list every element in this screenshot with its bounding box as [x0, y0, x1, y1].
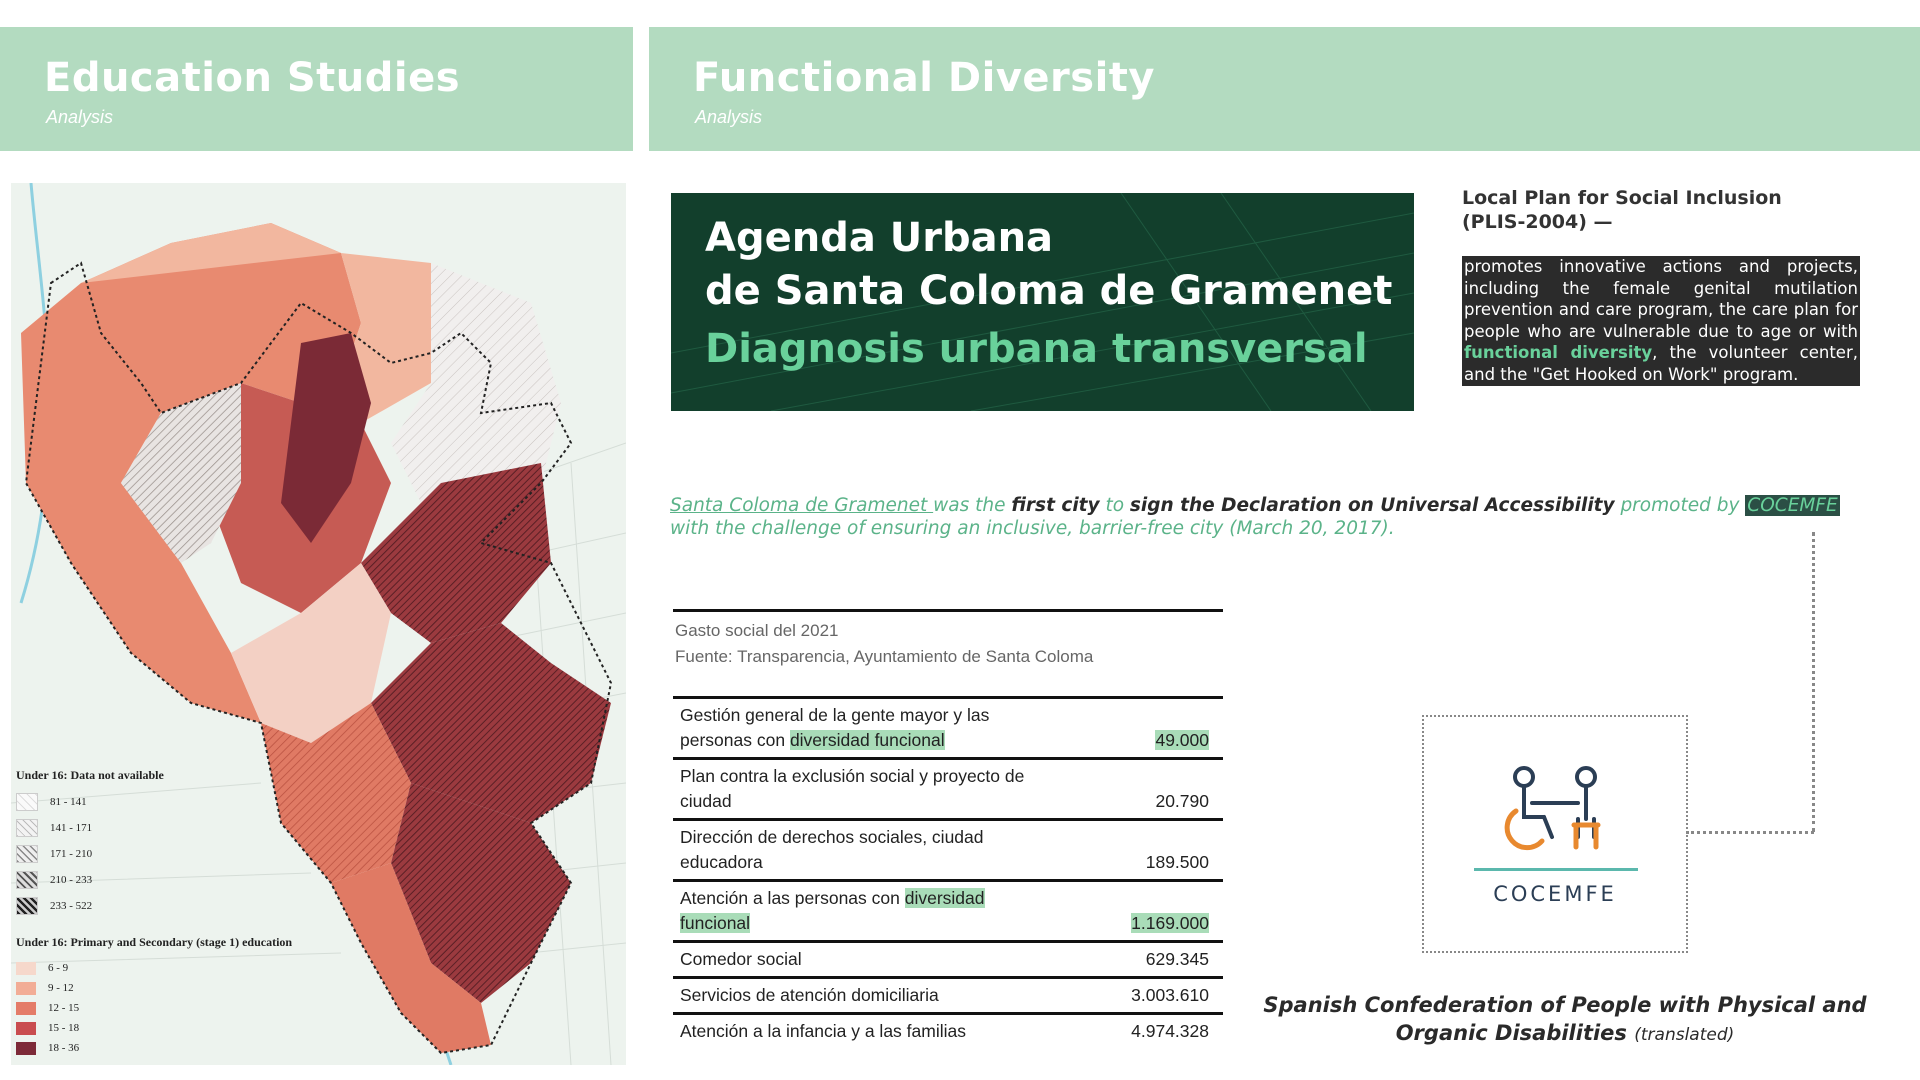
declaration-emphasis: first city: [1011, 495, 1100, 516]
legend-swatch: [16, 962, 36, 975]
row-value: 4.974.328: [1131, 1021, 1209, 1041]
legend-item: [16, 958, 292, 978]
legend-swatch: [16, 1002, 36, 1015]
row-description: Servicios de atención domiciliaria: [680, 985, 939, 1005]
table-row: [673, 979, 1223, 1015]
row-description: Plan contra la exclusión social y proyecto de ciudad: [680, 766, 1025, 811]
row-text: Gestión general de la gente mayor y las personas con: [680, 705, 990, 750]
row-description: [680, 886, 1050, 936]
logo-divider: [1474, 868, 1638, 871]
table-row: [673, 821, 1223, 882]
legend-label: 233 - 522: [50, 900, 93, 912]
legend-item: [16, 815, 164, 841]
section-title: Functional Diversity: [693, 55, 1155, 101]
row-description: Comedor social: [680, 949, 802, 969]
row-description: [680, 703, 1050, 753]
legend-label: 18 - 36: [48, 1042, 80, 1054]
city-link[interactable]: Santa Coloma de Gramenet: [670, 495, 934, 516]
row-description: Atención a la infancia y a las familias: [680, 1021, 966, 1041]
table-source: Fuente: Transparencia, Ayuntamiento de Santa Coloma: [675, 647, 1094, 666]
social-spending-table: [673, 609, 1223, 1048]
legend-swatch: [16, 871, 38, 889]
plis-description: [1462, 256, 1860, 386]
legend-item: [16, 893, 164, 919]
row-value: 49.000: [1155, 730, 1209, 750]
legend-label: 81 - 141: [50, 796, 87, 808]
legend-not-available: [16, 768, 164, 919]
header-education-studies: [0, 27, 633, 151]
table-row: [673, 882, 1223, 943]
legend-item: [16, 867, 164, 893]
legend-swatch: [16, 793, 38, 811]
legend-swatch: [16, 897, 38, 915]
row-value: 629.345: [1145, 949, 1209, 969]
legend-item: [16, 789, 164, 815]
agenda-urbana-banner: [671, 193, 1414, 411]
header-functional-diversity: [649, 27, 1920, 151]
legend-swatch: [16, 819, 38, 837]
row-value: 189.500: [1145, 852, 1209, 872]
table-row: [673, 760, 1223, 821]
legend-item: [16, 998, 292, 1018]
cocemfe-logo-box: [1422, 715, 1688, 953]
legend-label: 6 - 9: [48, 962, 69, 974]
section-subtitle: Analysis: [695, 107, 763, 127]
banner-line-3: Diagnosis urbana transversal: [705, 326, 1368, 372]
section-title: Education Studies: [44, 55, 461, 101]
table-row: [673, 699, 1223, 760]
table-row: [673, 943, 1223, 979]
row-highlight: diversidad: [904, 888, 985, 908]
row-value: 20.790: [1155, 791, 1209, 811]
legend-label: 171 - 210: [50, 848, 93, 860]
legend-item: [16, 978, 292, 998]
row-value: 3.003.610: [1131, 985, 1209, 1005]
legend-label: 12 - 15: [48, 1002, 80, 1014]
legend-item: [16, 841, 164, 867]
legend-education: [16, 935, 292, 1058]
plis-title: Local Plan for Social Inclusion (PLIS-2004) —: [1462, 187, 1782, 233]
legend-item: [16, 1038, 292, 1058]
declaration-text: was the: [933, 495, 1012, 516]
accessibility-people-icon: [1494, 763, 1618, 863]
legend-swatch: [16, 845, 38, 863]
cocemfe-logo-text: COCEMFE: [1493, 882, 1617, 906]
education-choropleth-map: [11, 183, 626, 1065]
legend-label: 9 - 12: [48, 982, 74, 994]
table-body: [673, 696, 1223, 1048]
confederation-name: Spanish Confederation of People with Physical and Organic Disabilities: [1263, 993, 1867, 1045]
banner-line-1: Agenda Urbana: [705, 215, 1054, 261]
banner-line-2: de Santa Coloma de Gramenet: [705, 268, 1393, 314]
legend-swatch: [16, 1042, 36, 1055]
plis-text: , the volunteer center, and the "Get Hooked on Work" program.: [1464, 343, 1858, 384]
translated-note: (translated): [1634, 1025, 1735, 1045]
map-graphic: [11, 183, 626, 1065]
legend-swatch: [16, 982, 36, 995]
legend-title: Under 16: Primary and Secondary (stage 1) education: [16, 935, 293, 949]
confederation-caption: [1255, 991, 1875, 1049]
declaration-text: with the challenge of ensuring an inclusive, barrier-free city (March 20, 2017).: [670, 518, 1395, 539]
legend-item: [16, 1018, 292, 1038]
plis-text: promotes innovative actions and projects, including the female genital mutilation prevention and care program, the care plan for people who are vulnerable due to age or with: [1464, 257, 1858, 341]
plis-highlight: functional diversity: [1464, 343, 1653, 363]
table-row: [673, 1015, 1223, 1048]
section-subtitle: Analysis: [46, 107, 114, 127]
legend-swatch: [16, 1022, 36, 1035]
declaration-text: to: [1099, 495, 1130, 516]
declaration-text: promoted by: [1614, 495, 1746, 516]
row-highlight: funcional: [680, 913, 751, 933]
row-description: Dirección de derechos sociales, ciudad educadora: [680, 827, 984, 872]
declaration-statement: [670, 494, 1860, 540]
legend-label: 141 - 171: [50, 822, 93, 834]
row-value: 1.169.000: [1131, 913, 1209, 933]
cocemfe-badge: COCEMFE: [1747, 495, 1838, 516]
table-rule: [673, 609, 1223, 612]
connector-line: [1812, 532, 1815, 832]
row-text: Atención a las personas con: [680, 888, 905, 908]
row-highlight: diversidad funcional: [789, 730, 945, 750]
declaration-emphasis: sign the Declaration on Universal Accessibility: [1129, 495, 1615, 516]
legend-label: 210 - 233: [50, 874, 93, 886]
table-caption: Gasto social del 2021: [675, 621, 839, 640]
connector-line: [1686, 831, 1814, 834]
legend-label: 15 - 18: [48, 1022, 80, 1034]
legend-title: Under 16: Data not available: [16, 768, 164, 782]
